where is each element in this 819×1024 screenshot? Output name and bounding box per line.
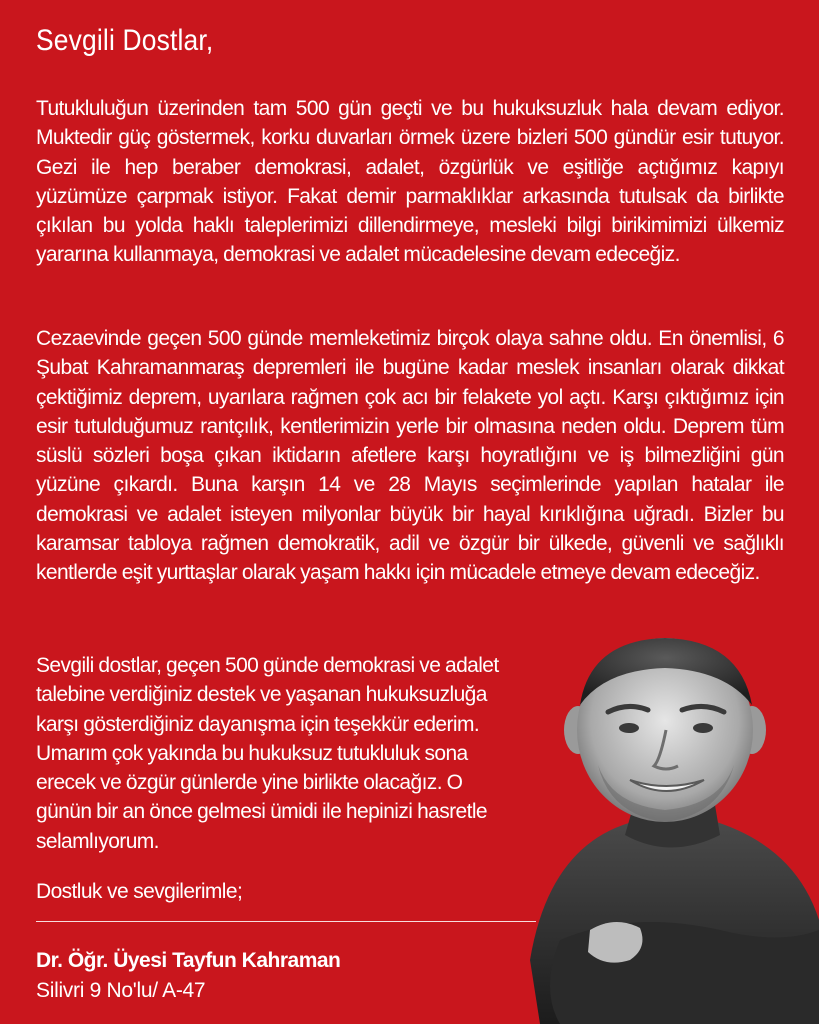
author-portrait [520,630,819,1024]
signature-divider [36,921,536,922]
letter-paragraph-1: Tutukluluğun üzerinden tam 500 gün geçti ve bu hukuksuzluk hala devam ediyor. Muktedir güç göstermek, korku duvarları örmek üzere bizleri 500 gündür esir tutuyor. Gezi ile hep beraber demokrasi, adalet, özgürlük ve eşitliğe açtığımız kapıyı yüzümüze çarpmak istiyor. Fakat demir parmaklıklar arkasında tutulsak da birlikte çıkılan bu yolda haklı taleplerimizi dillendirmeye, mesleki bilgi birikimimizi ülkemiz yararına kullanmaya, demokrasi ve adalet mücadelesine devam edeceğiz. [36,97,784,267]
closing-line: Dostluk ve sevgilerimle; [36,880,243,903]
letter-paragraph-2: Cezaevinde geçen 500 günde memleketimiz birçok olaya sahne oldu. En önemlisi, 6 Şubat Kahramanmaraş depremleri ile bugüne kadar meslek insanları olarak dikkat çektiğimiz deprem, uyarılara rağmen çok acı bir felakete yol açtı. Karşı çıktığımız için esir tutulduğumuz rantçılık, kentlerimizin yerle bir olmasına neden oldu. Deprem tüm süslü sözleri boşa çıkan iktidarın afetlere karşı hoyratlığını ve iş bilmezliğini gün yüzüne çıkardı. Buna karşın 14 ve 28 Mayıs seçimlerinde yapılan hatalar ile demokrasi ve adalet isteyen milyonlar büyük bir hayal kırıklığına uğradı. Bizler bu karamsar tabloya rağmen demokratik, adil ve özgür bir ülkede, güvenli ve sağlıklı kentlerde eşit yurttaşlar olarak yaşam hakkı için mücadele etmeye devam edeceğiz. [36,327,784,585]
letter-paragraph-3: Sevgili dostlar, geçen 500 günde demokrasi ve adalet talebine verdiğiniz destek ve yaşanan hukuksuzluğa karşı gösterdiğiniz dayanışma için teşekkür ederim. Umarım çok yakında bu hukuksuz tutukluluk sona erecek ve özgür günlerde yine birlikte olacağız. O günün bir an önce gelmesi ümidi ile hepinizi hasretle selamlıyorum. [36,654,499,853]
signature-address: Silivri 9 No'lu/ A-47 [36,979,206,1002]
signature-name: Dr. Öğr. Üyesi Tayfun Kahraman [36,949,341,972]
greeting-heading: Sevgili Dostlar, [36,24,214,57]
